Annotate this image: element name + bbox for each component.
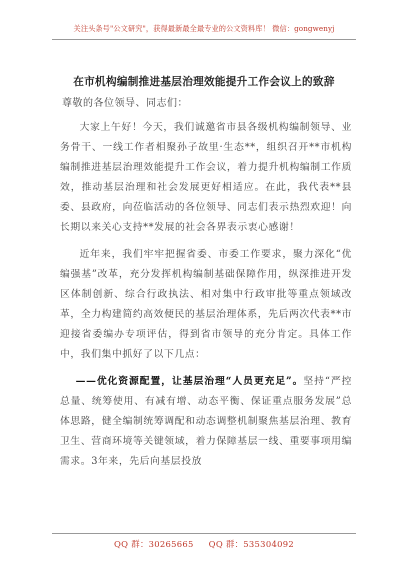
paragraph-1: 大家上午好！今天，我们诚邀省市县各级机构编制领导、业务骨干、一线工作者相聚孙子故里·生态**，组织召开**市机构编制推进基层治理效能提升工作会议，着力提升机构编制工作质效，推动基层治理和社会发展更好相适应。在此，我代表**县委、县政府，向莅临活动的各位领导、同志们表示热烈欢迎！向长期以来关心支持**发展的社会各界表示衷心感谢！ (60, 122, 352, 233)
footer-qq-group-1: QQ 群：30265665 (114, 539, 194, 549)
header-promo-note: 关注头条号"公文研究"，获得最新最全最专业的公文资料库！ 微信：gongwenyj (73, 24, 335, 33)
paragraph-2: 近年来，我们牢牢把握省委、市委工作要求，聚力深化“优编强基”改革，充分发挥机构编制基础保障作用，纵深推进开发区体制创新、综合行政执法、相对集中行政审批等重点领域改革，全力构建简约高效便民的基层治理体系，先后两次代表**市迎接省委编办专项评估，得到省市领导的充分肯定。具体工作中，我们集中抓好了以下几点： (60, 249, 352, 360)
header-divider (52, 39, 356, 40)
paragraph-3 (60, 372, 352, 472)
footer-contact (0, 538, 408, 550)
paragraph-3-lead: ——优化资源配置，让基层治理“人员更充足”。 (75, 376, 304, 387)
document-salutation: 尊敬的各位领导、同志们： (62, 98, 188, 109)
paragraph-3-text: 坚持“严控总量、统筹使用、有减有增、动态平衡、保证重点服务发展”总体思路，健全编制统筹调配和动态调整机制聚焦基层治理、教育卫生、营商环境等关键领域，着力保障基层一线、重要事项用编需求。3年来，先后向基层投放 (60, 376, 352, 467)
footer-divider (52, 533, 356, 534)
document-body (60, 118, 352, 479)
document-title: 在市机构编制推进基层治理效能提升工作会议上的致辞 (73, 76, 335, 88)
footer-qq-group-2: QQ 群：535304092 (208, 539, 294, 549)
